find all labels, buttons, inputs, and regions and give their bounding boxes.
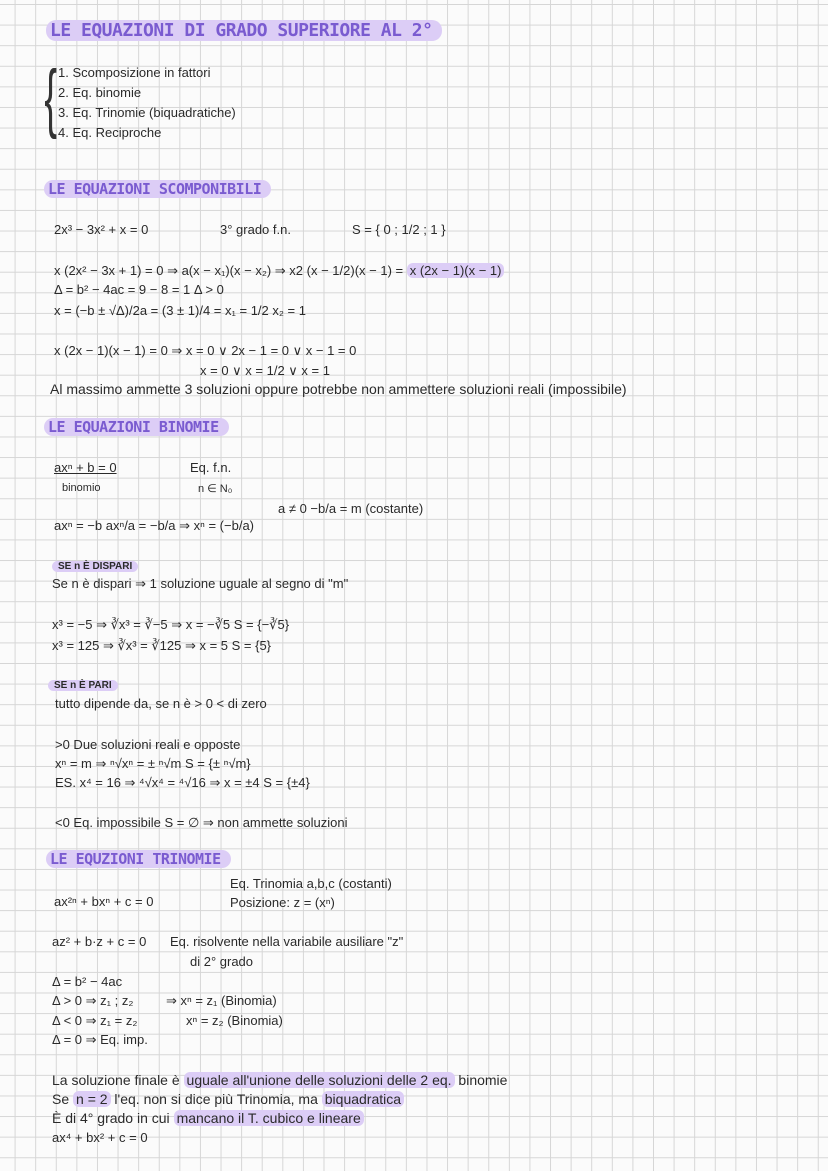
- text: >0 Due soluzioni reali e opposte: [55, 737, 241, 752]
- equation: az² + b·z + c = 0: [52, 934, 147, 949]
- degree-label: 3° grado f.n.: [220, 222, 291, 237]
- text: Eq. Trinomia a,b,c (costanti): [230, 876, 392, 891]
- equation: ax⁴ + bx² + c = 0: [52, 1130, 148, 1145]
- label: Eq. f.n.: [190, 460, 232, 475]
- page-title: LE EQUAZIONI DI GRADO SUPERIORE AL 2°: [46, 20, 442, 41]
- delta-case: Δ > 0 ⇒ z₁ ; z₂: [52, 993, 134, 1008]
- text: Eq. risolvente nella variabile ausiliare "z": [170, 934, 404, 949]
- step: axⁿ = −b axⁿ/a = −b/a ⇒ xⁿ = (−b/a): [54, 518, 255, 533]
- equation: 2x³ − 3x² + x = 0: [54, 222, 149, 237]
- solution-set: S = { 0 ; 1/2 ; 1 }: [352, 222, 446, 237]
- condition: a ≠ 0 −b/a = m (costante): [278, 501, 424, 516]
- subheading: SE n È DISPARI: [52, 561, 138, 572]
- example: x³ = 125 ⇒ ∛x³ = ∛125 ⇒ x = 5 S = {5}: [52, 638, 272, 653]
- example: ES. x⁴ = 16 ⇒ ⁴√x⁴ = ⁴√16 ⇒ x = ±4 S = {±4}: [55, 775, 310, 790]
- delta: Δ = b² − 4ac = 9 − 8 = 1 Δ > 0: [54, 282, 224, 297]
- example: x³ = −5 ⇒ ∛x³ = ∛−5 ⇒ x = −∛5 S = {−∛5}: [52, 617, 290, 632]
- text: <0 Eq. impossibile S = ∅ ⇒ non ammette soluzioni: [55, 815, 348, 830]
- binomia: ⇒ xⁿ = z₁ (Binomia): [166, 993, 277, 1008]
- text: di 2° grado: [190, 954, 254, 969]
- label: binomio: [62, 482, 101, 494]
- note: Al massimo ammette 3 soluzioni oppure potrebbe non ammettere soluzioni reali (impossibile): [50, 381, 627, 397]
- formula: xⁿ = m ⇒ ⁿ√xⁿ = ± ⁿ√m S = {± ⁿ√m}: [55, 756, 251, 771]
- binomia: xⁿ = z₂ (Binomia): [186, 1013, 283, 1028]
- index-item: 2. Eq. binomie: [58, 85, 142, 100]
- subheading: SE n È PARI: [48, 680, 118, 691]
- delta-case: Δ = 0 ⇒ Eq. imp.: [52, 1032, 148, 1047]
- index-item: 4. Eq. Reciproche: [58, 125, 162, 140]
- final-line: La soluzione finale è uguale all'unione delle soluzioni delle 2 eq. binomie: [52, 1072, 508, 1088]
- section-heading: LE EQUAZIONI BINOMIE: [44, 418, 229, 436]
- delta: Δ = b² − 4ac: [52, 974, 123, 989]
- text: Posizione: z = (xⁿ): [230, 895, 335, 910]
- text: Se n è dispari ⇒ 1 soluzione uguale al segno di "m": [52, 576, 349, 591]
- equation: axⁿ + b = 0: [54, 460, 117, 475]
- section-heading: LE EQUZIONI TRINOMIE: [46, 850, 231, 868]
- final-line: Se n = 2 l'eq. non si dice più Trinomia, ma biquadratica: [52, 1091, 404, 1107]
- roots: x = (−b ± √Δ)/2a = (3 ± 1)/4 = x₁ = 1/2 x₂ = 1: [54, 303, 306, 318]
- text: tutto dipende da, se n è > 0 < di zero: [55, 696, 267, 711]
- equation: ax²ⁿ + bxⁿ + c = 0: [54, 894, 154, 909]
- delta-case: Δ < 0 ⇒ z₁ = z₂: [52, 1013, 138, 1028]
- index-item: 3. Eq. Trinomie (biquadratiche): [58, 105, 236, 120]
- zero-product: x (2x − 1)(x − 1) = 0 ⇒ x = 0 ∨ 2x − 1 = 0 ∨ x − 1 = 0: [54, 343, 357, 358]
- factorization: x (2x² − 3x + 1) = 0 ⇒ a(x − x₁)(x − x₂) ⇒ x2 (x − 1/2)(x − 1) = x (2x − 1)(x − 1): [54, 263, 504, 279]
- zero-solutions: x = 0 ∨ x = 1/2 ∨ x = 1: [200, 363, 330, 378]
- index-item: 1. Scomposizione in fattori: [58, 65, 211, 80]
- brace: {: [44, 55, 58, 140]
- label: n ∈ N₀: [198, 483, 233, 495]
- section-heading: LE EQUAZIONI SCOMPONIBILI: [44, 180, 271, 198]
- final-line: È di 4° grado in cui mancano il T. cubico e lineare: [52, 1110, 364, 1126]
